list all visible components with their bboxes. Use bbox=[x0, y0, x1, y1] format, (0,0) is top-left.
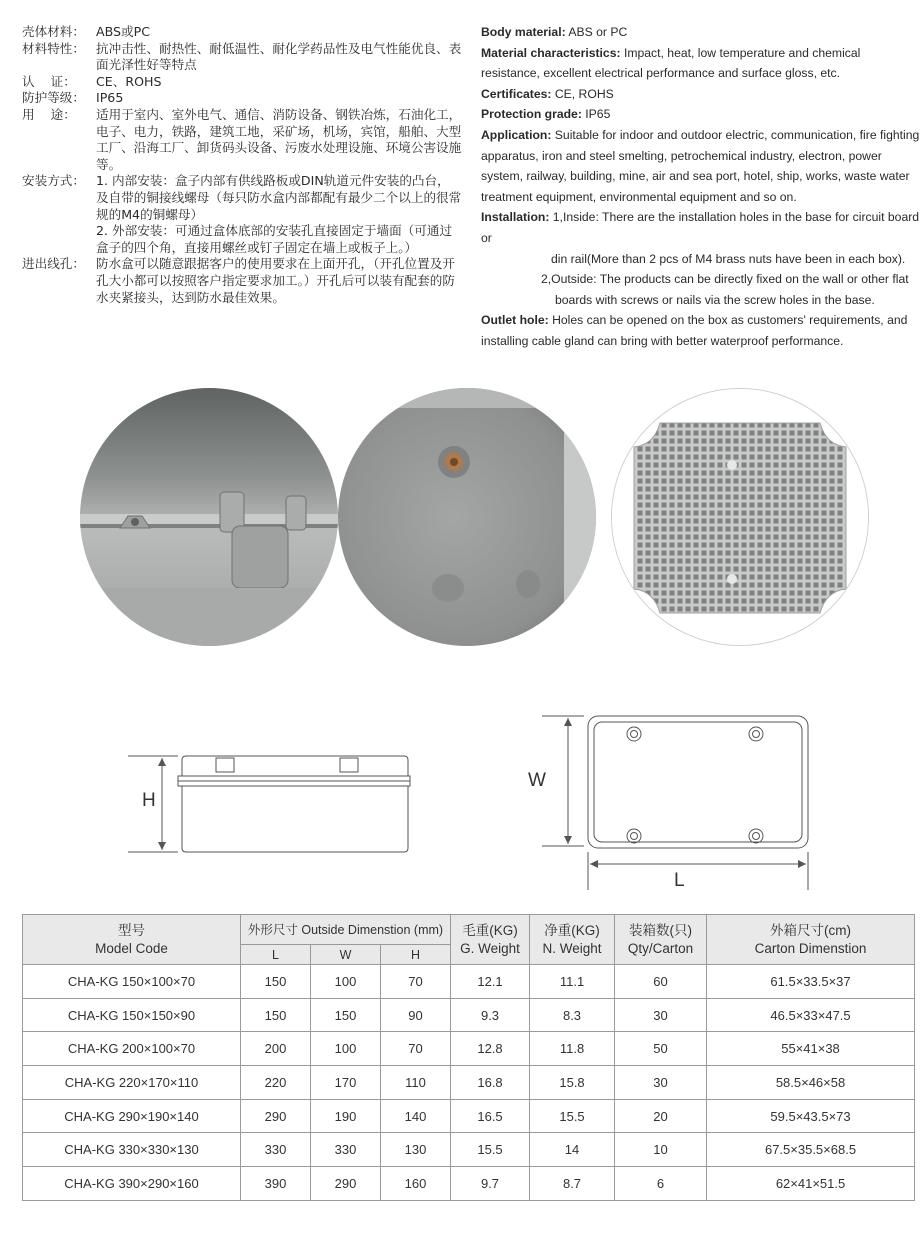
photo-hinge-latch bbox=[80, 388, 338, 646]
side-view-svg bbox=[128, 748, 418, 860]
net-weight-cell: 8.7 bbox=[530, 1167, 615, 1201]
en-value: Impact, heat, low temperature and chemical resistance, excellent electrical performance and surface gloss, etc. bbox=[481, 45, 861, 81]
net-weight-header bbox=[530, 915, 615, 965]
cn-spec-label bbox=[22, 223, 96, 256]
cn-spec-row bbox=[22, 90, 462, 107]
length-cell: 150 bbox=[241, 998, 311, 1032]
cn-spec-label: 用 途： bbox=[22, 106, 76, 122]
side-view-drawing bbox=[128, 748, 418, 860]
width-cell: 330 bbox=[311, 1133, 381, 1167]
en-installation-line: 2,Outside: The products can be directly fixed on the wall or other flat bbox=[541, 272, 909, 287]
cn-spec-value: CE、ROHS bbox=[96, 73, 162, 89]
header-cn: 外箱尺寸(cm) bbox=[770, 922, 852, 938]
gross-weight-cell: 15.5 bbox=[451, 1133, 530, 1167]
model-code-cell: CHA-KG 150×100×70 bbox=[23, 965, 241, 999]
chinese-spec bbox=[22, 24, 462, 306]
en-outlet-hole bbox=[481, 310, 921, 351]
qty-cell: 6 bbox=[615, 1167, 707, 1201]
en-label: Outlet hole: bbox=[481, 313, 549, 328]
cn-spec-row bbox=[22, 223, 462, 256]
carton-dimension-header bbox=[707, 915, 915, 965]
cn-spec-value: 1. 内部安装：盒子内部有供线路板或DIN轨道元件安装的凸台，及自带的铜接线螺母（每只防水盒内部都配有最少二个以上的很常规的M4的铜螺母） bbox=[96, 173, 462, 222]
top-view-drawing bbox=[522, 712, 822, 892]
width-header: W bbox=[311, 945, 381, 965]
model-code-cell: CHA-KG 330×330×130 bbox=[23, 1133, 241, 1167]
qty-cell: 10 bbox=[615, 1133, 707, 1167]
length-cell: 220 bbox=[241, 1066, 311, 1100]
net-weight-cell: 11.1 bbox=[530, 965, 615, 999]
width-cell: 100 bbox=[311, 965, 381, 999]
length-header: L bbox=[241, 945, 311, 965]
gross-weight-cell: 12.8 bbox=[451, 1032, 530, 1066]
carton-cell: 61.5×33.5×37 bbox=[707, 965, 915, 999]
net-weight-cell: 15.5 bbox=[530, 1099, 615, 1133]
qty-carton-header bbox=[615, 915, 707, 965]
cn-spec-row bbox=[22, 24, 462, 41]
qty-cell: 30 bbox=[615, 998, 707, 1032]
outside-dimension-header: 外形尺寸 Outside Dimenstion (mm) bbox=[241, 915, 451, 945]
net-weight-cell: 15.8 bbox=[530, 1066, 615, 1100]
model-code-cell: CHA-KG 290×190×140 bbox=[23, 1099, 241, 1133]
length-cell: 150 bbox=[241, 965, 311, 999]
table-row bbox=[23, 1066, 915, 1100]
en-value: CE, ROHS bbox=[551, 86, 614, 101]
net-weight-cell: 8.3 bbox=[530, 998, 615, 1032]
photo-inside-nut bbox=[338, 388, 596, 646]
carton-cell: 67.5×35.5×68.5 bbox=[707, 1133, 915, 1167]
gross-weight-cell: 12.1 bbox=[451, 965, 530, 999]
header-en: Carton Dimenstion bbox=[754, 940, 867, 956]
table-row bbox=[23, 1133, 915, 1167]
en-value: IP65 bbox=[581, 107, 611, 122]
carton-cell: 55×41×38 bbox=[707, 1032, 915, 1066]
cn-spec-row bbox=[22, 107, 462, 173]
mounting-plate-image bbox=[612, 389, 868, 645]
width-cell: 170 bbox=[311, 1066, 381, 1100]
height-cell: 110 bbox=[381, 1066, 451, 1100]
height-label: H bbox=[142, 790, 156, 811]
model-code-header bbox=[23, 915, 241, 965]
en-value: ABS or PC bbox=[565, 25, 628, 39]
header-en: Qty/Carton bbox=[627, 940, 694, 956]
header-cn: 型号 bbox=[118, 922, 145, 938]
inside-nut-image bbox=[338, 388, 596, 646]
en-label: Material characteristics: bbox=[481, 45, 621, 60]
header-cn: 装箱数(只) bbox=[629, 922, 693, 938]
en-label: Certificates: bbox=[481, 86, 552, 101]
height-cell: 130 bbox=[381, 1133, 451, 1167]
header-cn: 毛重(KG) bbox=[462, 922, 518, 938]
carton-cell: 58.5×46×58 bbox=[707, 1066, 915, 1100]
height-cell: 70 bbox=[381, 1032, 451, 1066]
gross-weight-cell: 9.3 bbox=[451, 998, 530, 1032]
en-label: Protection grade: bbox=[481, 107, 582, 122]
carton-cell: 59.5×43.5×73 bbox=[707, 1099, 915, 1133]
en-installation-line: din rail(More than 2 pcs of M4 brass nuts have been in each box). bbox=[551, 251, 906, 266]
model-spec-table bbox=[22, 914, 915, 1201]
table-header-row bbox=[23, 915, 915, 945]
header-en: Model Code bbox=[95, 940, 168, 956]
qty-cell: 60 bbox=[615, 965, 707, 999]
length-cell: 290 bbox=[241, 1099, 311, 1133]
cn-spec-label: 防护等级： bbox=[22, 90, 85, 106]
net-weight-cell: 14 bbox=[530, 1133, 615, 1167]
net-weight-cell: 11.8 bbox=[530, 1032, 615, 1066]
en-label: Installation: bbox=[481, 210, 550, 225]
top-view-svg bbox=[522, 712, 822, 892]
cn-spec-row bbox=[22, 74, 462, 91]
length-cell: 200 bbox=[241, 1032, 311, 1066]
width-cell: 190 bbox=[311, 1099, 381, 1133]
width-label: W bbox=[528, 770, 546, 791]
cn-spec-label: 壳体材料： bbox=[22, 24, 85, 39]
model-code-cell: CHA-KG 200×100×70 bbox=[23, 1032, 241, 1066]
english-spec bbox=[481, 22, 921, 352]
en-protection bbox=[481, 104, 921, 125]
en-material-characteristics bbox=[481, 43, 921, 84]
gross-weight-cell: 16.8 bbox=[451, 1066, 530, 1100]
table-row bbox=[23, 1099, 915, 1133]
length-label: L bbox=[674, 870, 685, 891]
header-en: N. Weight bbox=[542, 940, 602, 956]
qty-cell: 20 bbox=[615, 1099, 707, 1133]
width-cell: 150 bbox=[311, 998, 381, 1032]
header-cn: 净重(KG) bbox=[544, 922, 600, 938]
cn-spec-value: IP65 bbox=[96, 90, 124, 106]
carton-cell: 62×41×51.5 bbox=[707, 1167, 915, 1201]
height-header: H bbox=[381, 945, 451, 965]
qty-cell: 50 bbox=[615, 1032, 707, 1066]
carton-cell: 46.5×33×47.5 bbox=[707, 998, 915, 1032]
en-installation bbox=[481, 207, 921, 248]
cn-spec-value: 2. 外部安装：可通过盒体底部的安装孔直接固定于墙面（可通过盒子的四个角，直接用螺丝或钉子固定在墙上或板子上。） bbox=[96, 223, 453, 255]
cn-spec-value: ABS或PC bbox=[96, 24, 151, 39]
gross-weight-cell: 9.7 bbox=[451, 1167, 530, 1201]
length-cell: 390 bbox=[241, 1167, 311, 1201]
cn-spec-row bbox=[22, 41, 462, 74]
gross-weight-header bbox=[451, 915, 530, 965]
cn-spec-value: 适用于室内、室外电气、通信、消防设备、钢铁冶炼，石油化工，电子、电力，铁路，建筑工地，采矿场，机场，宾馆，船舶、大型工厂、沿海工厂、卸货码头设备、污废水处理设施、环境公害设施等。 bbox=[96, 106, 462, 172]
width-cell: 290 bbox=[311, 1167, 381, 1201]
height-cell: 70 bbox=[381, 965, 451, 999]
cn-spec-label: 认 证： bbox=[22, 73, 76, 89]
cn-spec-label: 进出线孔： bbox=[22, 256, 85, 272]
cn-spec-row bbox=[22, 256, 462, 306]
table-row bbox=[23, 1167, 915, 1201]
cn-spec-value: 抗冲击性、耐热性、耐低温性、耐化学药品性及电气性能优良、表面光泽性好等特点 bbox=[96, 40, 462, 73]
cn-spec-label: 安装方式： bbox=[22, 173, 85, 189]
model-code-cell: CHA-KG 390×290×160 bbox=[23, 1167, 241, 1201]
photo-mounting-plate bbox=[611, 388, 869, 646]
height-cell: 140 bbox=[381, 1099, 451, 1133]
en-label: Application: bbox=[481, 127, 552, 142]
en-application bbox=[481, 125, 921, 207]
gross-weight-cell: 16.5 bbox=[451, 1099, 530, 1133]
length-cell: 330 bbox=[241, 1133, 311, 1167]
en-certificates bbox=[481, 84, 921, 105]
model-code-cell: CHA-KG 220×170×110 bbox=[23, 1066, 241, 1100]
header-en: G. Weight bbox=[460, 940, 520, 956]
qty-cell: 30 bbox=[615, 1066, 707, 1100]
width-cell: 100 bbox=[311, 1032, 381, 1066]
en-label: Body material: bbox=[481, 25, 566, 39]
en-value: 1,Inside: There are the installation holes in the base for circuit board or bbox=[481, 210, 920, 245]
table-row bbox=[23, 1032, 915, 1066]
cn-spec-label: 材料特性： bbox=[22, 40, 85, 56]
table-row bbox=[23, 965, 915, 999]
en-body-material bbox=[481, 22, 921, 43]
en-value: Holes can be opened on the box as customers' requirements, and installing cable gland can bring with better waterproof performance. bbox=[481, 313, 908, 348]
en-installation-line: boards with screws or nails via the screw holes in the base. bbox=[555, 292, 875, 307]
height-cell: 90 bbox=[381, 998, 451, 1032]
cn-spec-row bbox=[22, 173, 462, 223]
height-cell: 160 bbox=[381, 1167, 451, 1201]
en-value: Suitable for indoor and outdoor electric, communication, fire fighting apparatus, iron and steel smelting, petrochemical industry, electron, power system, railway, building, mine, air and sea port, hotel, ship, works, waste water treatment equipment, environmental equipment and so on. bbox=[481, 127, 920, 204]
table-row bbox=[23, 998, 915, 1032]
hinge-latch-image bbox=[80, 388, 338, 646]
cn-spec-value: 防水盒可以随意跟据客户的使用要求在上面开孔，（开孔位置及开孔大小都可以按照客户指定要求加工。）开孔后可以装有配套的防水夹紧接头，达到防水最佳效果。 bbox=[96, 256, 455, 305]
model-code-cell: CHA-KG 150×150×90 bbox=[23, 998, 241, 1032]
